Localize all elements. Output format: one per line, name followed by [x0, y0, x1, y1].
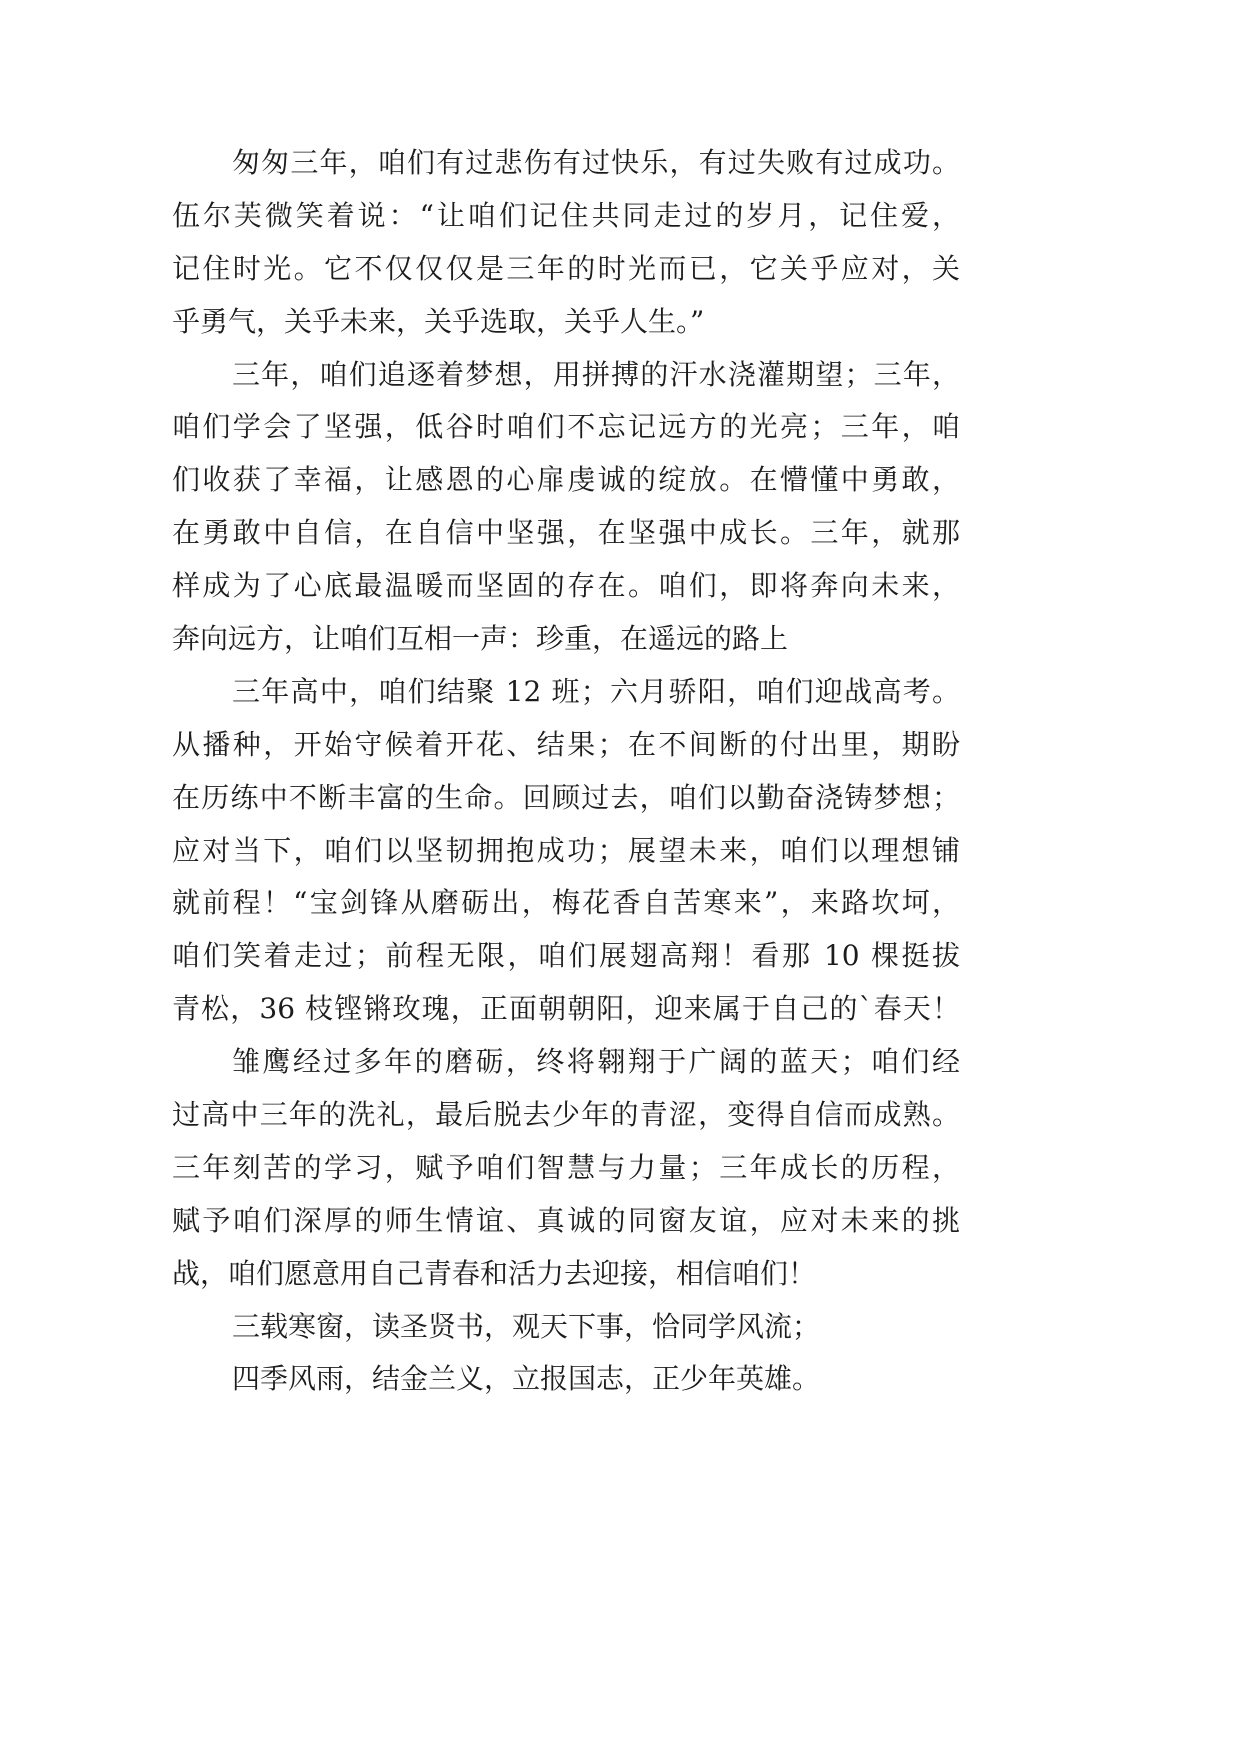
paragraph-2 — [172, 349, 960, 666]
text-line: 雏鹰经过多年的磨砺，终将翱翔于广阔的蓝天；咱们经 — [232, 1045, 960, 1079]
couplet-line-2 — [172, 1353, 960, 1406]
text-line: 赋予咱们深厚的师生情谊、真诚的同窗友谊，应对未来的挑 — [172, 1203, 960, 1237]
text-line: 四季风雨，结金兰义，立报国志，正少年英雄。 — [232, 1362, 821, 1396]
text-line: 从播种，开始守候着开花、结果；在不间断的付出里，期盼 — [172, 727, 960, 761]
text-line: 匆匆三年，咱们有过悲伤有过快乐，有过失败有过成功。 — [232, 146, 960, 179]
text-line: 三年高中，咱们结聚 12 班；六月骄阳，咱们迎战高考。 — [232, 674, 960, 708]
couplet-line-1 — [172, 1301, 960, 1354]
text-line: 记住时光。它不仅仅仅是三年的时光而已，它关乎应对，关 — [172, 251, 960, 285]
body-text — [172, 137, 960, 1406]
paragraph-4 — [172, 1036, 960, 1300]
text-line: 咱们笑着走过；前程无限，咱们展翅高翔！看那 10 棵挺拔 — [172, 939, 960, 973]
text-line: 三年刻苦的学习，赋予咱们智慧与力量；三年成长的历程， — [172, 1150, 960, 1184]
text-line: 青松，36 枝铿锵玫瑰，正面朝朝阳，迎来属于自己的`春天！ — [172, 992, 960, 1026]
text-line: 三载寒窗，读圣贤书，观天下事，恰同学风流； — [232, 1309, 821, 1343]
text-line: 咱们学会了坚强，低谷时咱们不忘记远方的光亮；三年，咱 — [172, 410, 960, 444]
text-line: 奔向远方，让咱们互相一声：珍重，在遥远的路上 — [172, 622, 789, 656]
text-line: 战，咱们愿意用自己青春和活力去迎接，相信咱们！ — [172, 1256, 817, 1290]
text-line: 乎勇气，关乎未来，关乎选取，关乎人生。” — [172, 304, 705, 338]
paragraph-1 — [172, 137, 960, 349]
text-line: 过高中三年的洗礼，最后脱去少年的青涩，变得自信而成熟。 — [172, 1098, 960, 1132]
text-line: 样成为了心底最温暖而坚固的存在。咱们，即将奔向未来， — [172, 569, 960, 603]
text-line: 应对当下，咱们以坚韧拥抱成功；展望未来，咱们以理想铺 — [172, 833, 960, 867]
text-line: 三年，咱们追逐着梦想，用拼搏的汗水浇灌期望；三年， — [232, 357, 960, 391]
text-line: 们收获了幸福，让感恩的心扉虔诚的绽放。在懵懂中勇敢， — [172, 463, 960, 497]
text-line: 在历练中不断丰富的生命。回顾过去，咱们以勤奋浇铸梦想； — [172, 780, 960, 814]
paragraph-3 — [172, 666, 960, 1036]
text-line: 伍尔芙微笑着说：“让咱们记住共同走过的岁月，记住爱， — [172, 198, 960, 232]
text-line: 就前程！“宝剑锋从磨砺出，梅花香自苦寒来”，来路坎坷， — [172, 886, 960, 920]
text-line: 在勇敢中自信，在自信中坚强，在坚强中成长。三年，就那 — [172, 516, 960, 550]
